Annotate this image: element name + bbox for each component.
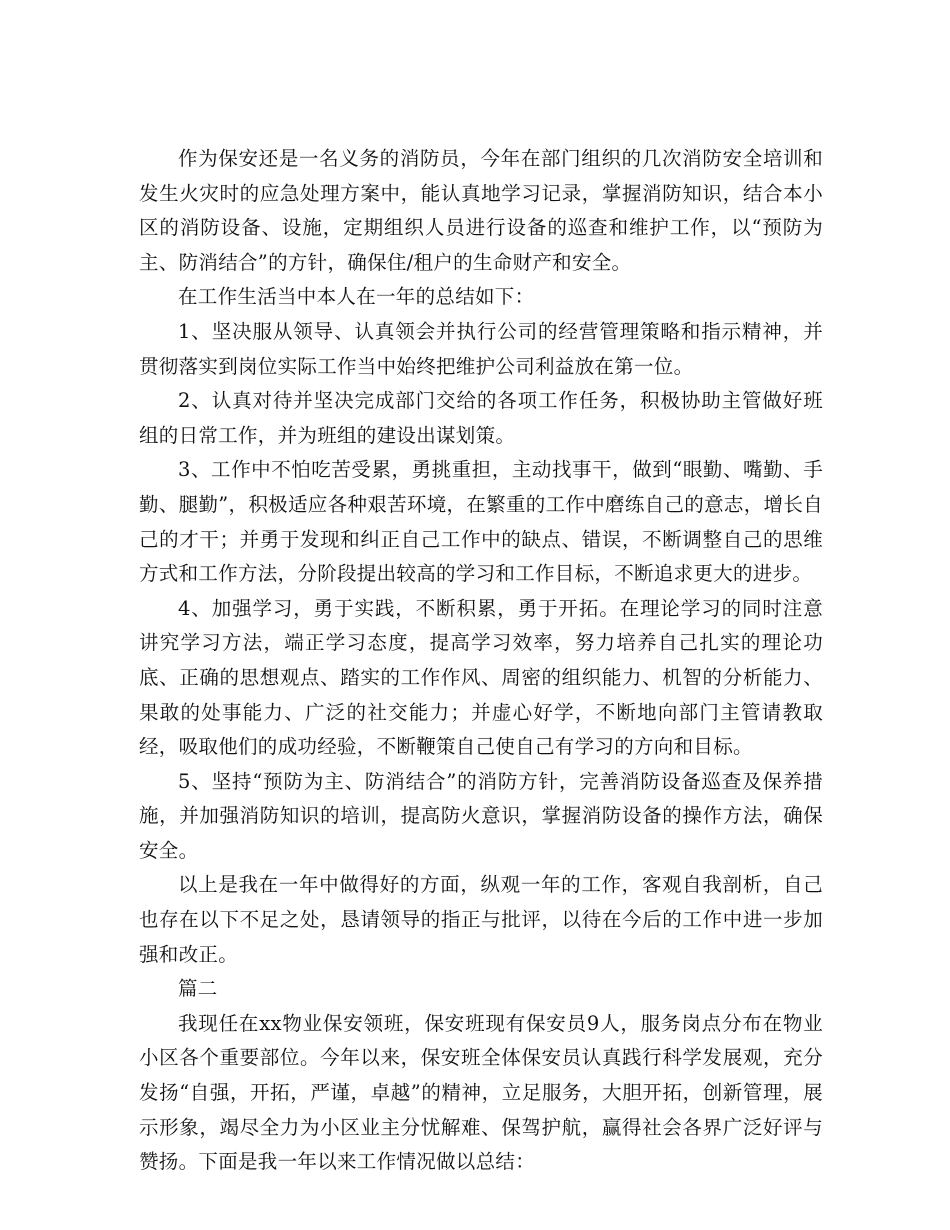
section-heading-part-two: 篇二 bbox=[178, 977, 218, 1001]
paragraph-fire-safety: 作为保安还是一名义务的消防员，今年在部门组织的几次消防安全培训和发生火灾时的应急处理方案中，能认真地学习记录，掌握消防知识，结合本小区的消防设备、设施，定期组织人员进行设备的巡查和维护工作，以“预防为主、防消结合”的方针，确保住/租户的生命财产和安全。 bbox=[139, 147, 823, 274]
paragraph-item-2: 2、认真对待并坚决完成部门交给的各项工作任务，积极协助主管做好班组的日常工作，并为班组的建设出谋划策。 bbox=[139, 389, 823, 447]
paragraph-item-1: 1、坚决服从领导、认真领会并执行公司的经营管理策略和指示精神，并贯彻落实到岗位实际工作当中始终把维护公司利益放在第一位。 bbox=[139, 319, 823, 378]
paragraph-item-5: 5、坚持“预防为主、防消结合”的消防方针，完善消防设备巡查及保养措施，并加强消防知识的培训，提高防火意识，掌握消防设备的操作方法，确保安全。 bbox=[139, 769, 823, 862]
paragraph-part-two-intro: 我现任在xx物业保安领班，保安班现有保安员9人，服务岗点分布在物业小区各个重要部位。今年以来，保安班全体保安员认真践行科学发展观，充分发扬“自强，开拓，严谨，卓越”的精神，立足服务，大胆开拓，创新管理，展示形象，竭尽全力为小区业主分忧解难、保驾护航，赢得社会各界广泛好评与赞扬。下面是我一年以来工作情况做以总结： bbox=[139, 1011, 823, 1174]
paragraph-item-4: 4、加强学习，勇于实践，不断积累，勇于开拓。在理论学习的同时注意讲究学习方法，端正学习态度，提高学习效率，努力培养自己扎实的理论功底、正确的思想观点、踏实的工作作风、周密的组织能力、机智的分析能力、果敢的处事能力、广泛的社交能力；并虚心好学，不断地向部门主管请教取经，吸取他们的成功经验，不断鞭策自己使自己有学习的方向和目标。 bbox=[139, 596, 823, 759]
paragraph-item-3: 3、工作中不怕吃苦受累，勇挑重担，主动找事干，做到“眼勤、嘴勤、手勤、腿勤”，积极适应各种艰苦环境，在繁重的工作中磨练自己的意志，增长自己的才干；并勇于发现和纠正自己工作中的缺点、错误，不断调整自己的思维方式和工作方法，分阶段提出较高的学习和工作目标，不断追求更大的进步。 bbox=[139, 458, 823, 586]
paragraph-shortcomings: 以上是我在一年中做得好的方面，纵观一年的工作，客观自我剖析，自己也存在以下不足之处，恳请领导的指正与批评，以待在今后的工作中进一步加强和改正。 bbox=[139, 873, 823, 966]
paragraph-summary-intro: 在工作生活当中本人在一年的总结如下： bbox=[178, 285, 535, 309]
document-body bbox=[139, 142, 823, 1180]
